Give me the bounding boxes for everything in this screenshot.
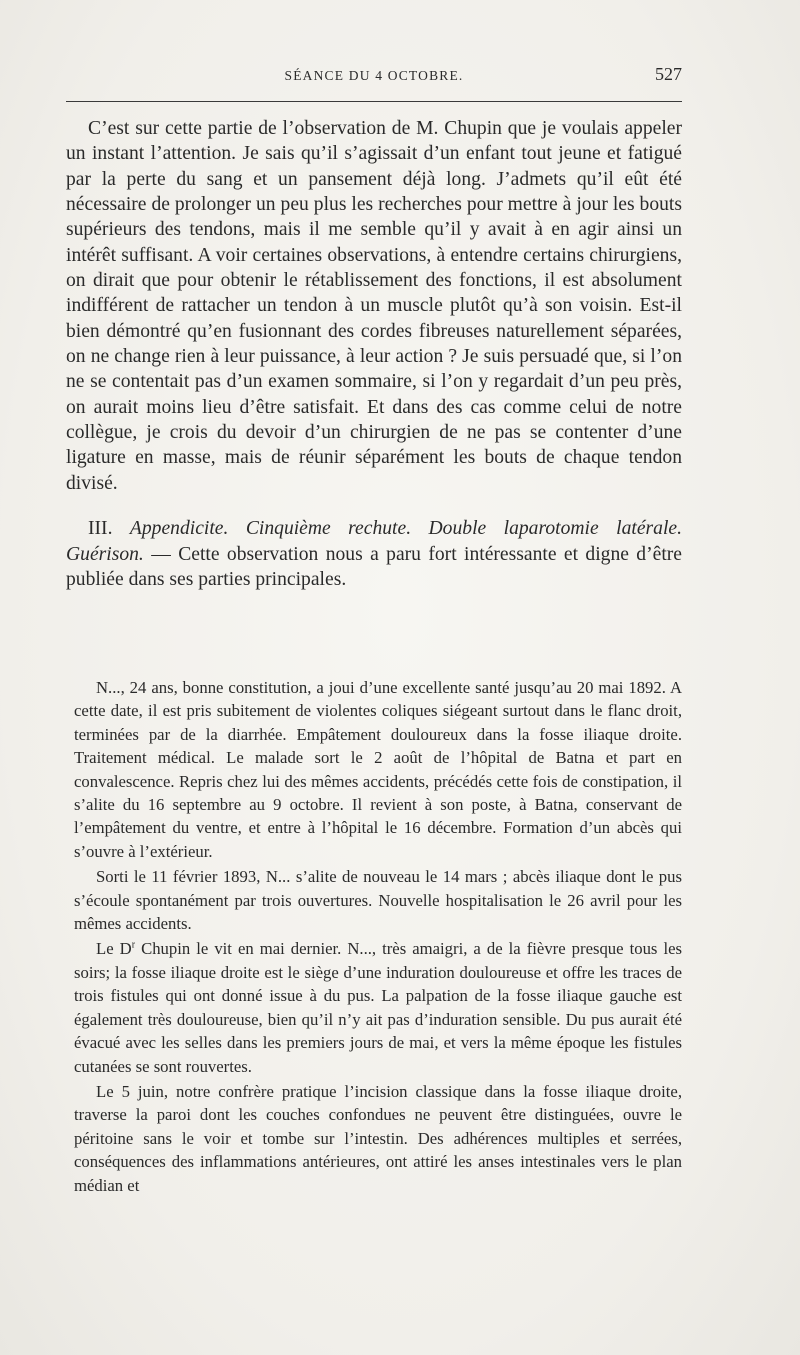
case-report	[74, 676, 682, 1197]
section-number: III.	[88, 518, 113, 540]
case-paragraph-history: N..., 24 ans, bonne constitution, a joui d’une excellente santé jusqu’au 20 mai 1892. A cette date, il est pris subitement de violentes coliques siégeant surtout dans le flanc droit, terminées par de la diarrhée. Empâtement douloureux dans la fosse iliaque droite. Traitement médical. Le malade sort le 2 août de l’hôpital de Batna et part en convalescence. Repris chez lui des mêmes accidents, précédés cette fois de constipation, il s’alite du 16 septembre au 9 octobre. Il revient à son poste, à Batna, conservant de l’empâtement du ventre, et entre à l’hôpital le 16 décembre. Formation d’un abcès qui s’ouvre à l’extérieur.	[74, 678, 682, 861]
running-title: SÉANCE DU 4 OCTOBRE.	[284, 68, 464, 83]
section-heading-paragraph	[66, 516, 682, 592]
paragraph-chupin-commentary: C’est sur cette partie de l’observation de M. Chupin que je voulais appeler un instant l’attention. Je sais qu’il s’agissait d’un enfant tout jeune et fatigué par la perte du sang et un pansement déjà long. J’admets qu’il eût été nécessaire de prolonger un peu plus les recherches pour mettre à jour les bouts supérieurs des tendons, mais il me semble qu’il y avait à en agir ainsi un intérêt suffisant. A voir certaines observations, à entendre certains chirurgiens, on dirait que pour obtenir le rétablissement des fonctions, il est absolument indifférent de rattacher un tendon à un muscle plutôt qu’à son voisin. Est-il bien démontré qu’en fusionnant des cordes fibreuses naturellement séparées, on ne change rien à leur puissance, à leur action ? Je suis persuadé que, si l’on ne se contentait pas d’un examen sommaire, si l’on y regardait d’un peu près, on aurait moins lieu d’être satisfait. Et dans des cas comme celui de notre collègue, je crois du devoir d’un chirurgien de ne pas se contenter d’une ligature en masse, mais de réunir séparément les bouts de chaque tendon divisé.	[66, 118, 682, 494]
doctor-abbrev-sup: r	[131, 939, 136, 951]
section-intro: — Cette observation nous a paru fort intéressante et digne d’être publiée dans ses parties principales.	[66, 543, 682, 590]
case-paragraph-relapse: Sorti le 11 février 1893, N... s’alite de nouveau le 14 mars ; abcès iliaque dont le pus s’écoule spontanément par trois ouvertures. Nouvelle hospitalisation le 26 avril pour les mêmes accidents.	[74, 867, 682, 934]
examination-text: Chupin le vit en mai dernier. N..., très amaigri, a de la fièvre presque tous les soirs; la fosse iliaque droite est le siège d’une induration douloureuse et offre les traces de trois fistules qui ont donné issue à du pus. La palpation de la fosse iliaque gauche est également très douloureuse, bien qu’il n’y ait pas d’induration sensible. Du pus aurait été évacué avec les selles dans les premiers jours de mai, et vers la même époque les fistules cutanées se sont rouvertes.	[74, 939, 682, 1076]
case-paragraph-operation: Le 5 juin, notre confrère pratique l’incision classique dans la fosse iliaque droite, traverse la paroi dont les couches confondues ne peuvent être distinguées, ouvre le péritoine sans le voir et tombe sur l’intestin. Des adhérences multiples et serrées, conséquences des inflammations antérieures, ont attiré les anses intestinales vers le plan médian et	[74, 1081, 682, 1195]
page-number: 527	[655, 64, 682, 84]
header-rule	[66, 101, 682, 102]
main-text	[66, 116, 682, 592]
doctor-abbrev: Le D	[96, 939, 132, 959]
case-paragraph-examination	[74, 937, 682, 1077]
running-head	[66, 62, 682, 88]
section-title: Appendicite. Cinquième rechute. Double laparotomie latérale. Guérison.	[66, 518, 682, 565]
